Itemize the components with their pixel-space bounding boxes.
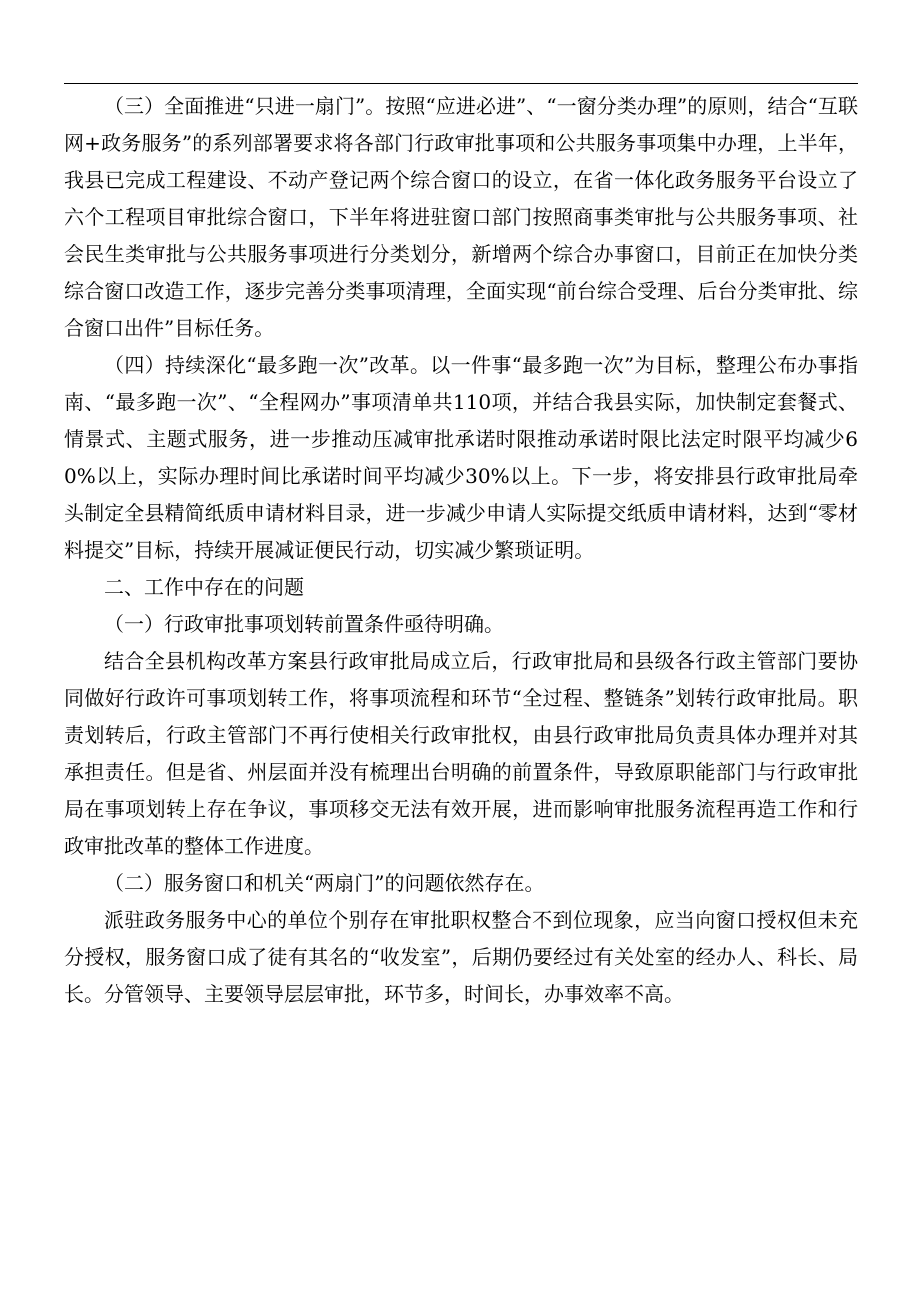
- subheading-problem-1: （一）行政审批事项划转前置条件亟待明确。: [104, 612, 504, 636]
- paragraph-section-3: （三）全面推进“只进一扇门”。按照“应进必进”、“一窗分类办理”的原则，结合“互联网+政务服务”的系列部署要求将各部门行政审批事项和公共服务事项集中办理，上半年，我县已完成工程建设、不动产登记两个综合窗口的设立，在省一体化政务服务平台设立了六个工程项目审批综合窗口，下半年将进驻窗口部门按照商事类审批与公共服务事项、社会民生类审批与公共服务事项进行分类划分，新增两个综合办事窗口，目前正在加快分类综合窗口改造工作，逐步完善分类事项清理，全面实现“前台综合受理、后台分类审批、综合窗口出件”目标任务。: [64, 94, 858, 340]
- document-body: [64, 88, 858, 1013]
- paragraph-problem-2: 派驻政务服务中心的单位个别存在审批职权整合不到位现象，应当向窗口授权但未充分授权，服务窗口成了徒有其名的“收发室”，后期仍要经过有关处室的经办人、科长、局长。分管领导、主要领导层层审批，环节多，时间长，办事效率不高。: [64, 908, 858, 1006]
- paragraph-section-4: （四）持续深化“最多跑一次”改革。以一件事“最多跑一次”为目标，整理公布办事指南、“最多跑一次”、“全程网办”事项清单共110项，并结合我县实际，加快制定套餐式、情景式、主题式服务，进一步推动压减审批承诺时限推动承诺时限比法定时限平均减少60%以上，实际办理时间比承诺时间平均减少30%以上。下一步，将安排县行政审批局牵头制定全县精简纸质申请材料目录，进一步减少申请人实际提交纸质申请材料，达到“零材料提交”目标，持续开展减证便民行动，切实减少繁琐证明。: [64, 353, 858, 562]
- subheading-problem-2: （二）服务窗口和机关“两扇门”的问题依然存在。: [104, 871, 545, 895]
- section-heading-problems: 二、工作中存在的问题: [104, 575, 304, 599]
- paragraph-problem-1: 结合全县机构改革方案县行政审批局成立后，行政审批局和县级各行政主管部门要协同做好行政许可事项划转工作，将事项流程和环节“全过程、整链条”划转行政审批局。职责划转后，行政主管部门不再行使相关行政审批权，由县行政审批局负责具体办理并对其承担责任。但是省、州层面并没有梳理出台明确的前置条件，导致原职能部门与行政审批局在事项划转上存在争议，事项移交无法有效开展，进而影响审批服务流程再造工作和行政审批改革的整体工作进度。: [64, 649, 858, 858]
- header-rule: [64, 83, 858, 84]
